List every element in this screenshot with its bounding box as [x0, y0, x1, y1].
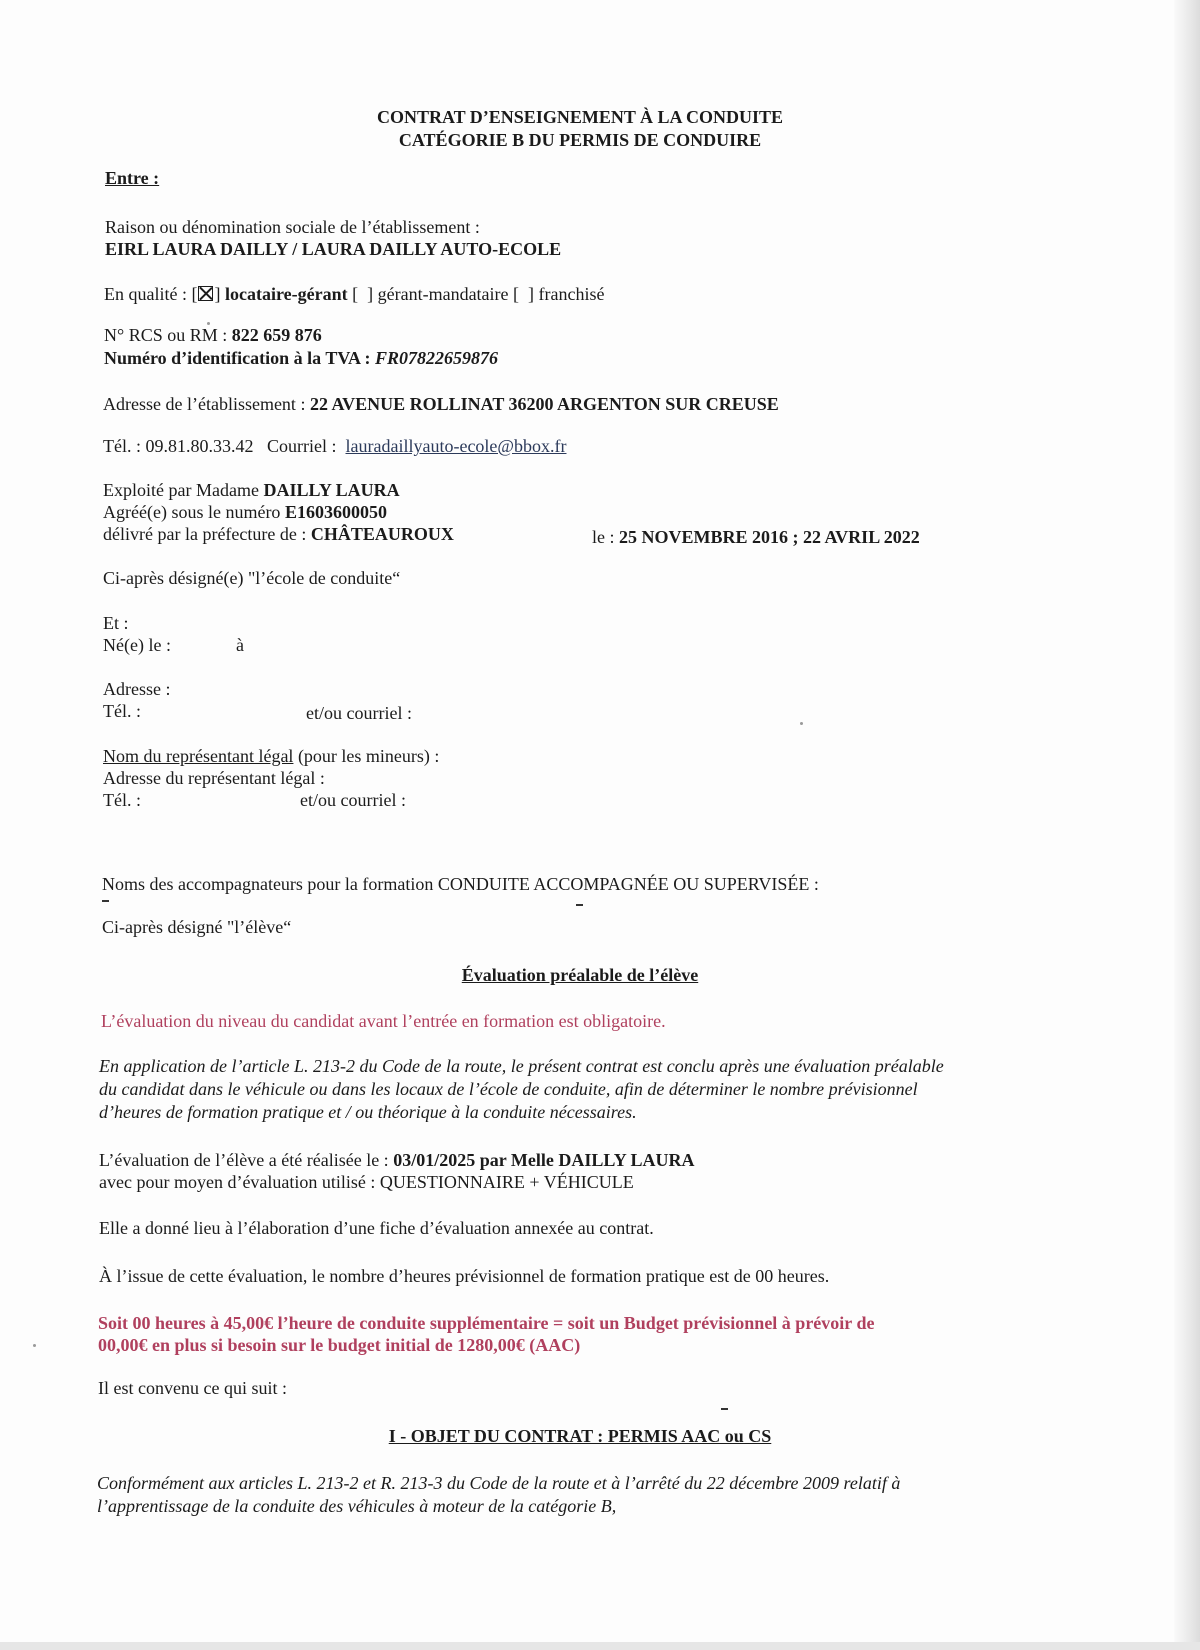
tel-label: Tél. : 09.81.80.33.42 [103, 436, 254, 456]
budget-line-2: 00,00€ en plus si besoin sur le budget initial de 1280,00€ (AAC) [98, 1335, 581, 1355]
qualite-line: En qualité : [ ] locataire-gérant [ ] gérant-mandataire [ ] franchisé [104, 284, 605, 304]
evaluation-obligatoire: L’évaluation du niveau du candidat avant l’entrée en formation est obligatoire. [101, 1011, 666, 1031]
representant-label: Nom du représentant légal [103, 746, 294, 766]
qualite-opt-3: franchisé [538, 284, 605, 304]
scan-speck [33, 1344, 36, 1347]
title-line-1: CONTRAT D’ENSEIGNEMENT À LA CONDUITE [376, 107, 784, 127]
le-label: le : [592, 527, 615, 547]
accompagnateurs-label: Noms des accompagnateurs pour la formation CONDUITE ACCOMPAGNÉE OU SUPERVISÉE : [102, 874, 819, 894]
le-value: 25 NOVEMBRE 2016 ; 22 AVRIL 2022 [619, 527, 920, 547]
rep-adresse-label: Adresse du représentant légal : [103, 768, 325, 788]
exploite-label: Exploité par Madame [103, 480, 259, 500]
scan-speck [800, 722, 803, 725]
rcs-value: 822 659 876 [231, 325, 322, 345]
tva-line [104, 347, 498, 369]
realisee-line [99, 1149, 695, 1171]
raison-label: Raison ou dénomination sociale de l’établissement : [105, 217, 480, 237]
application-line-1: En application de l’article L. 213-2 du Code de la route, le présent contrat est conclu après une évaluation préalable [99, 1056, 944, 1076]
ne-label: Né(e) le : [103, 635, 171, 655]
delivre-label: délivré par la préfecture de : [103, 524, 307, 544]
budget-line-1: Soit 00 heures à 45,00€ l’heure de conduite supplémentaire = soit un Budget prévisionnel à prévoir de [98, 1313, 875, 1333]
eleve-designation: Ci-après désigné "l’élève“ [102, 917, 292, 937]
scan-edge-bottom [0, 1642, 1200, 1650]
courriel-link[interactable]: lauradaillyauto-ecole@bbox.fr [345, 436, 567, 456]
contact-line [103, 435, 566, 457]
scan-speck [207, 322, 210, 325]
representant-line [103, 745, 439, 767]
section-1-heading: I - OBJET DU CONTRAT : PERMIS AAC ou CS [388, 1426, 772, 1446]
section-1-line-1: Conformément aux articles L. 213-2 et R. 213-3 du Code de la route et à l’arrêté du 22 décembre 2009 relatif à [97, 1473, 901, 1493]
checkbox-locataire-gerant[interactable] [198, 286, 213, 301]
rcs-label: N° RCS ou RM : [104, 325, 228, 345]
delivre-line [103, 523, 454, 545]
adresse-line [103, 393, 779, 415]
rep-courriel-label: et/ou courriel : [300, 790, 406, 810]
moyen-evaluation: avec pour moyen d’évaluation utilisé : QUESTIONNAIRE + VÉHICULE [99, 1172, 634, 1192]
adresse-label: Adresse de l’établissement : [103, 394, 306, 414]
title-line-2: CATÉGORIE B DU PERMIS DE CONDUIRE [398, 130, 762, 150]
scan-edge [1174, 0, 1200, 1650]
tva-value: FR07822659876 [375, 348, 499, 368]
fiche-evaluation: Elle a donné lieu à l’élaboration d’une fiche d’évaluation annexée au contrat. [99, 1218, 654, 1238]
delivre-value: CHÂTEAUROUX [310, 524, 454, 544]
stray-dash [721, 1408, 728, 1410]
ecole-designation: Ci-après désigné(e) "l’école de conduite“ [103, 568, 401, 588]
evaluation-heading: Évaluation préalable de l’élève [461, 965, 699, 985]
convenu-label: Il est convenu ce qui suit : [98, 1378, 287, 1398]
entre-label: Entre : [105, 168, 160, 188]
qualite-opt-2: gérant-mandataire [377, 284, 509, 304]
agree-value: E1603600050 [284, 502, 387, 522]
adresse-value: 22 AVENUE ROLLINAT 36200 ARGENTON SUR CREUSE [309, 394, 779, 414]
exploite-line [103, 479, 400, 501]
eleve-courriel-label: et/ou courriel : [306, 703, 412, 723]
section-1-line-2: l’apprentissage de la conduite des véhicules à moteur de la catégorie B, [97, 1496, 617, 1516]
issue-evaluation: À l’issue de cette évaluation, le nombre d’heures prévisionnel de formation pratique est de 00 heures. [99, 1266, 830, 1286]
agree-label: Agréé(e) sous le numéro [103, 502, 281, 522]
application-line-3: d’heures de formation pratique et / ou théorique à la conduite nécessaires. [99, 1102, 637, 1122]
realisee-label: L’évaluation de l’élève a été réalisée le : [99, 1150, 389, 1170]
et-label: Et : [103, 613, 129, 633]
representant-suffix: (pour les mineurs) : [297, 746, 440, 766]
eleve-adresse-label: Adresse : [103, 679, 171, 699]
qualite-opt-1: locataire-gérant [224, 284, 348, 304]
rcs-line [104, 324, 322, 346]
lieu-a-label: à [236, 635, 244, 655]
courriel-label: Courriel : [267, 436, 337, 456]
qualite-label: En qualité : [104, 284, 187, 304]
realisee-value: 03/01/2025 par Melle DAILLY LAURA [393, 1150, 695, 1170]
tva-label: Numéro d’identification à la TVA : [104, 348, 371, 368]
application-line-2: du candidat dans le véhicule ou dans les locaux de l’école de conduite, afin de déterminer le nombre prévisionnel [99, 1079, 918, 1099]
accompagnateur-dash-1 [102, 900, 109, 902]
raison-value: EIRL LAURA DAILLY / LAURA DAILLY AUTO-ECOLE [105, 239, 562, 259]
eleve-tel-label: Tél. : [103, 701, 141, 721]
le-line [592, 526, 920, 548]
accompagnateur-dash-2 [576, 904, 583, 906]
rep-tel-label: Tél. : [103, 790, 141, 810]
agree-line [103, 501, 387, 523]
exploite-value: DAILLY LAURA [263, 480, 400, 500]
